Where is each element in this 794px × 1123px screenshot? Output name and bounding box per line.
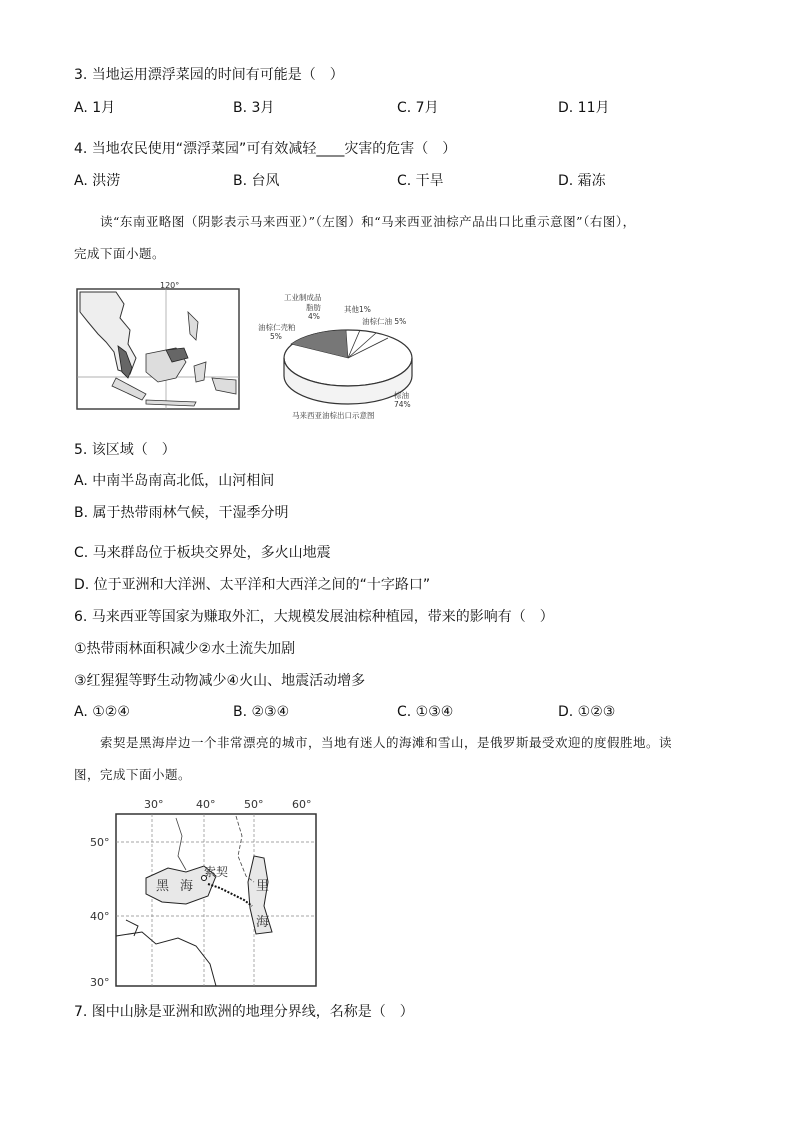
tick-top-60: 60° bbox=[292, 798, 312, 811]
q3-stem: 3. 当地运用漂浮菜园的时间有可能是（ ） bbox=[74, 67, 344, 83]
q5-option-a: A. 中南半岛南高北低，山河相间 bbox=[74, 473, 275, 489]
q4-option-d: D. 霜冻 bbox=[558, 173, 606, 189]
q5-option-b: B. 属于热带雨林气候，干湿季分明 bbox=[74, 505, 289, 521]
figure1-southeast-asia bbox=[76, 282, 420, 424]
q6-statement-line1: ①热带雨林面积减少②水土流失加剧 bbox=[74, 641, 296, 657]
q6-stem: 6. 马来西亚等国家为赚取外汇，大规模发展油棕种植园，带来的影响有（ ） bbox=[74, 609, 554, 625]
pie-label-fat-pct: 4% bbox=[308, 312, 320, 321]
q6-option-a: A. ①②④ bbox=[74, 704, 130, 720]
tick-left-40: 40° bbox=[90, 910, 110, 923]
pie-label-industrial: 工业制成品 bbox=[284, 293, 322, 302]
q5-option-d: D. 位于亚洲和大洋洲、太平洋和大西洋之间的“十字路口” bbox=[74, 577, 431, 593]
intro1-line2: 完成下面小题。 bbox=[74, 246, 166, 261]
label-caspian-1: 里 bbox=[256, 879, 270, 894]
tick-top-50: 50° bbox=[244, 798, 264, 811]
q6-statement-line2: ③红猩猩等野生动物减少④火山、地震活动增多 bbox=[74, 673, 366, 689]
intro2-line2: 图，完成下面小题。 bbox=[74, 767, 192, 782]
figure1-svg bbox=[76, 282, 420, 424]
label-caspian-2: 海 bbox=[256, 915, 270, 930]
pie-label-kernel-oil: 油棕仁油 5% bbox=[362, 317, 407, 326]
pie-label-kernel-cake-pct: 5% bbox=[270, 332, 282, 341]
q4-stem: 4. 当地农民使用“漂浮菜园”可有效减轻____灾害的危害（ ） bbox=[74, 141, 457, 157]
tick-top-40: 40° bbox=[196, 798, 216, 811]
q6-option-d: D. ①②③ bbox=[558, 704, 616, 720]
intro1-line1: 读“东南亚略图（阴影表示马来西亚）”（左图）和“马来西亚油棕产品出口比重示意图”（右图）， bbox=[100, 214, 636, 229]
map-tick: 120° bbox=[160, 282, 180, 290]
q6-option-b: B. ②③④ bbox=[233, 704, 290, 720]
q3-option-b: B. 3月 bbox=[233, 100, 275, 116]
pie-label-fat: 脂肪 bbox=[306, 303, 321, 312]
q5-option-c: C. 马来群岛位于板块交界处，多火山地震 bbox=[74, 545, 331, 561]
q6-option-c: C. ①③④ bbox=[397, 704, 454, 720]
map-frame-2 bbox=[116, 814, 316, 986]
pie-caption: 马来西亚油棕出口示意图 bbox=[292, 411, 375, 420]
q3-option-d: D. 11月 bbox=[558, 100, 610, 116]
tick-left-50: 50° bbox=[90, 836, 110, 849]
q4-option-c: C. 干旱 bbox=[397, 173, 444, 189]
pie-label-kernel-cake: 油棕仁壳粕 bbox=[258, 323, 296, 332]
q5-stem: 5. 该区域（ ） bbox=[74, 442, 176, 458]
q3-option-c: C. 7月 bbox=[397, 100, 439, 116]
intro2-line1: 索契是黑海岸边一个非常漂亮的城市，当地有迷人的海滩和雪山，是俄罗斯最受欢迎的度假胜地。读 bbox=[100, 735, 673, 750]
q4-option-a: A. 洪涝 bbox=[74, 173, 121, 189]
label-black-sea-2: 海 bbox=[180, 879, 194, 894]
label-black-sea-1: 黑 bbox=[156, 879, 170, 894]
pie-label-other: 其他1% bbox=[344, 305, 371, 314]
sulawesi bbox=[194, 362, 206, 382]
label-sochi: 索契 bbox=[204, 865, 229, 879]
q7-stem: 7. 图中山脉是亚洲和欧洲的地理分界线，名称是（ ） bbox=[74, 1004, 414, 1020]
pie-label-crude: 棕油 bbox=[394, 391, 409, 400]
tick-top-30: 30° bbox=[144, 798, 164, 811]
q4-option-b: B. 台风 bbox=[233, 173, 280, 189]
figure2-svg bbox=[86, 796, 322, 992]
pie-label-crude-pct: 74% bbox=[394, 400, 411, 409]
tick-left-30: 30° bbox=[90, 976, 110, 989]
q3-option-a: A. 1月 bbox=[74, 100, 116, 116]
figure2-black-sea-map bbox=[86, 796, 322, 992]
